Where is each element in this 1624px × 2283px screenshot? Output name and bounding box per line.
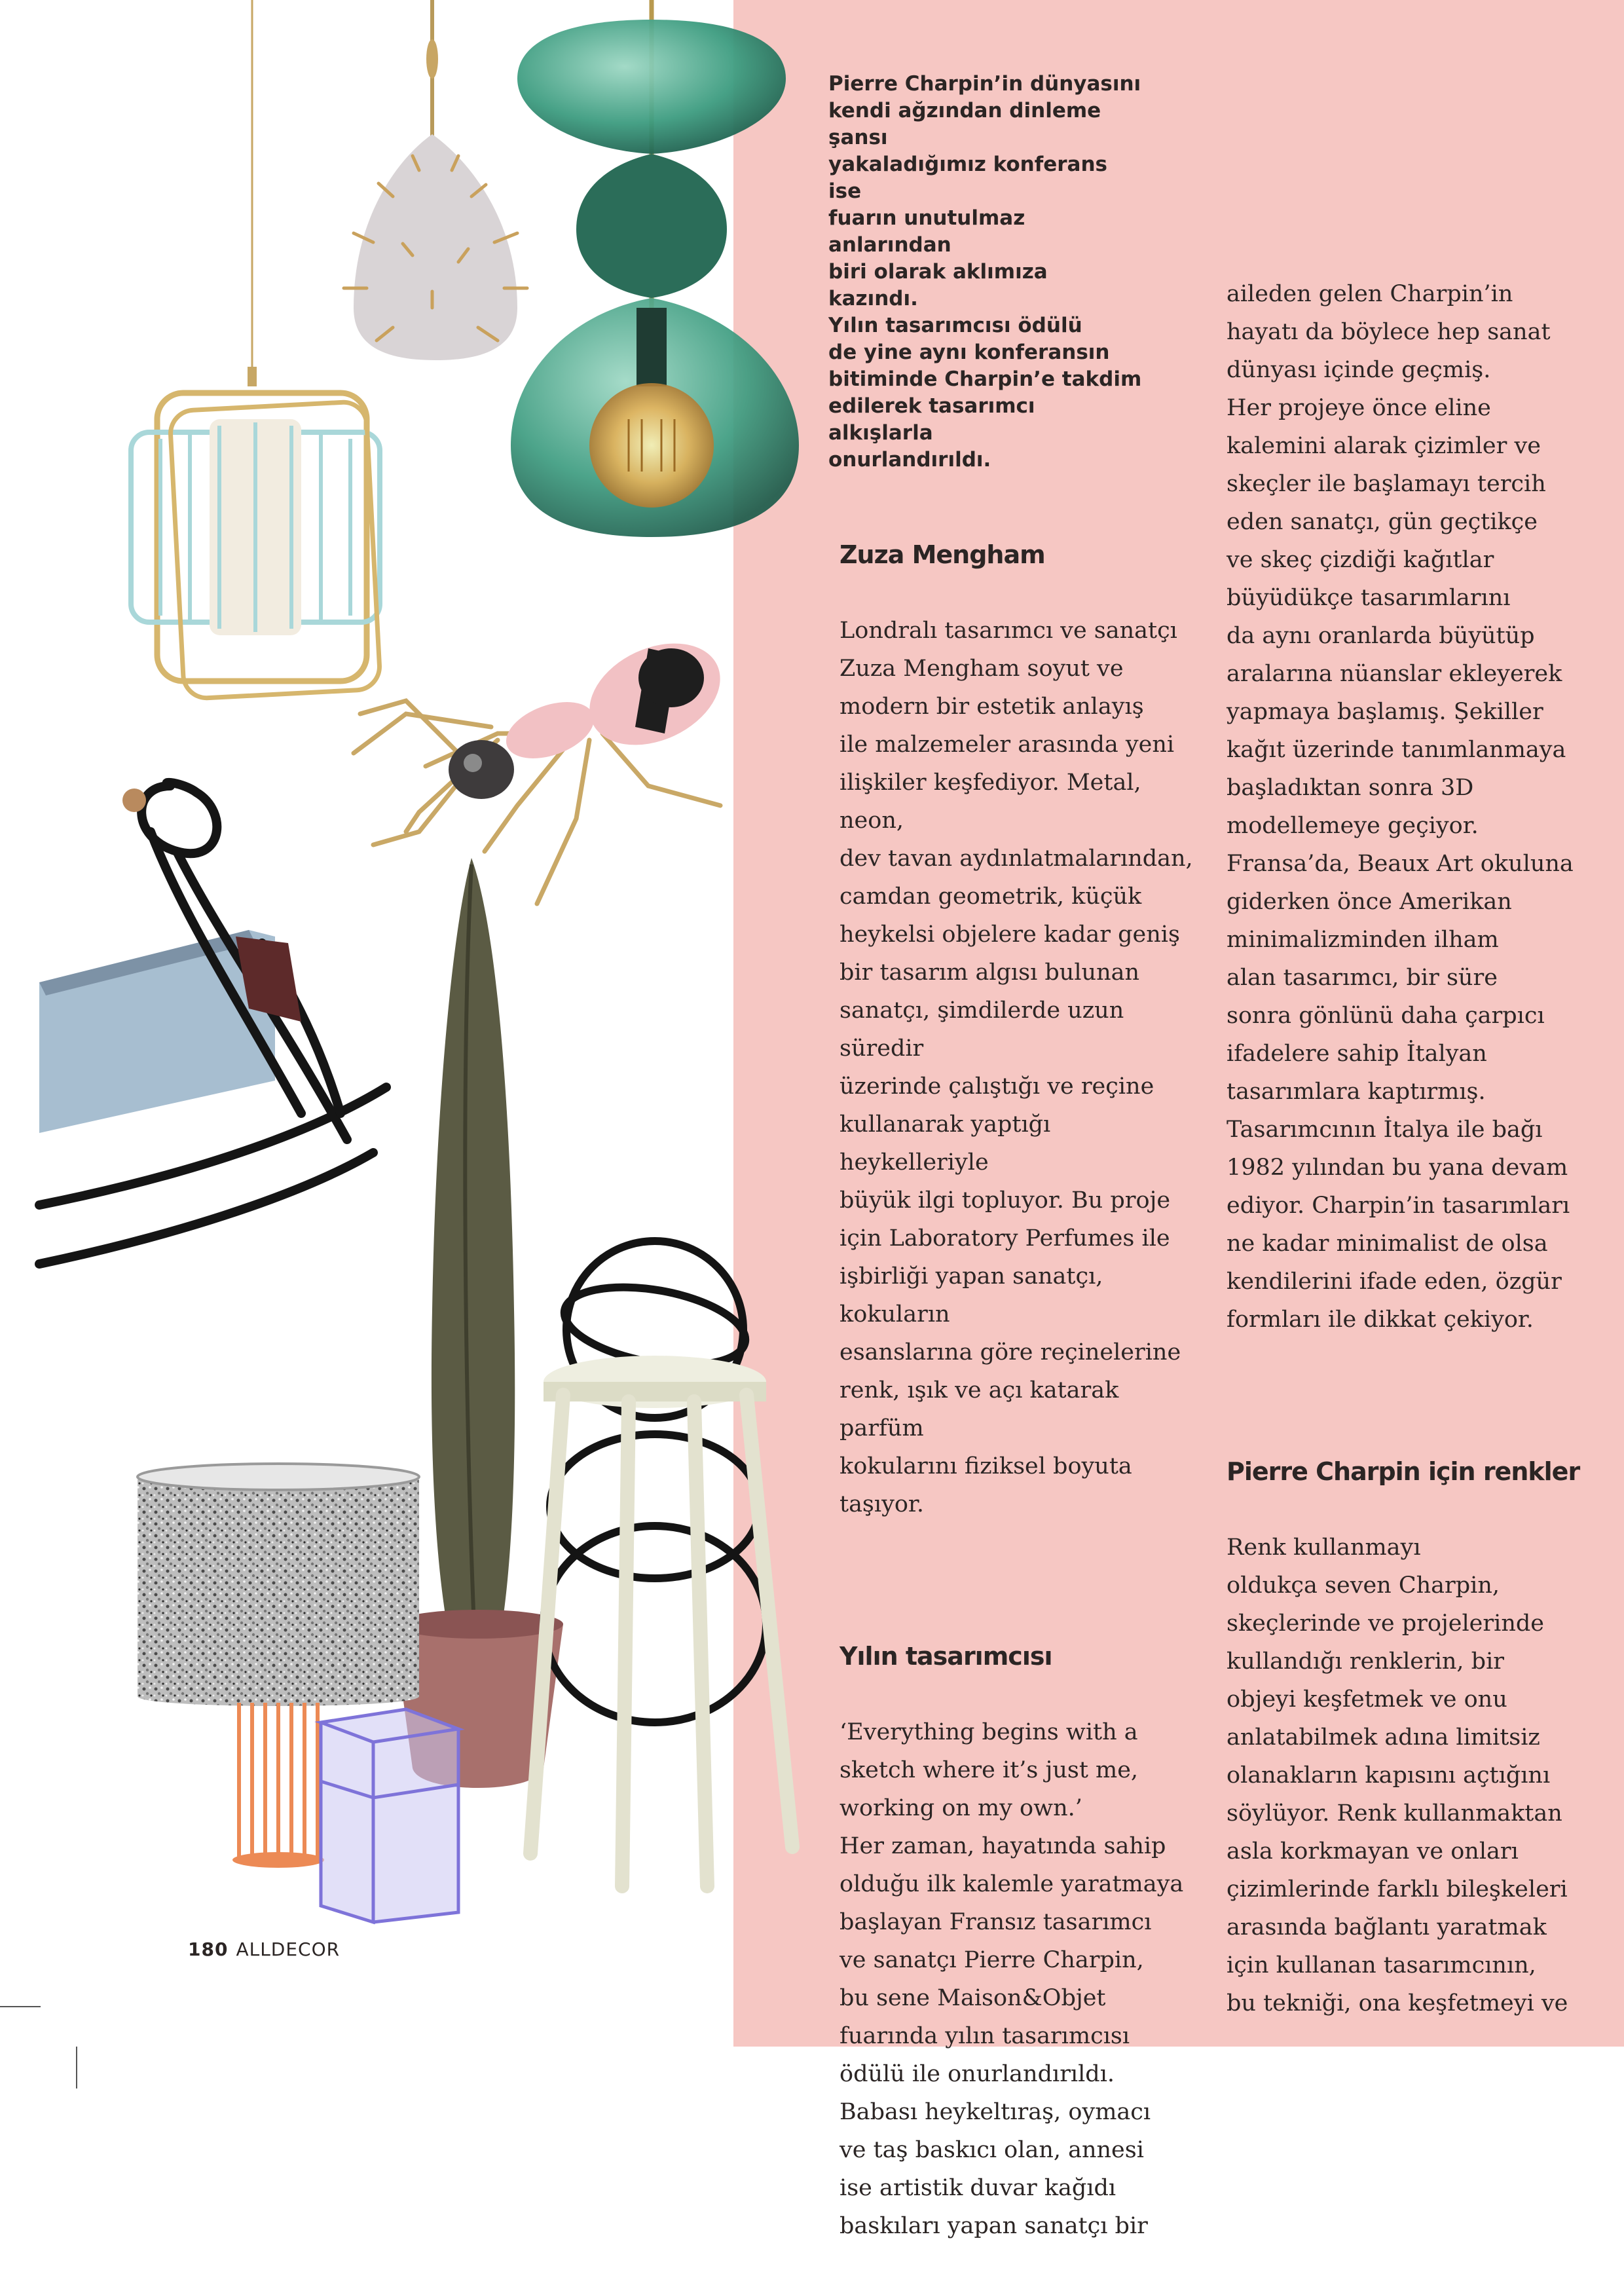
article-column-left [840,498,1206,2283]
article-column-right [1227,237,1593,2060]
heading-zuza-mengham: Zuza Mengham [840,540,1045,569]
paragraph-designer-of-the-year: ‘Everything begins with a sketch where it’s just me, working on my own.’ Her zaman, hayatında sahip olduğu ilk kalemle yaratmaya başlayan Fransız tasarımcı ve sanatçı Pierre Charpin, bu sene Maison&Objet fuarında yılın tasarımcısı ödülü ile onurlandırıldı. Babası heykeltıraş, oymacı ve taş baskıcı olan, annesi ise artistik duvar kağıdı baskıları yapan sanatçı bir [840,1719,1184,2239]
page-number: 180 [188,1939,229,1960]
bar-stool [530,1241,792,1886]
spiky-pendant-lamp [344,0,527,360]
intro-quote: Pierre Charpin’in dünyasını kendi ağzından dinleme şansı yakaladığımız konferans ise fuarın unutulmaz anlarından biri olarak aklımıza kazındı. Yılın tasarımcısı ödülü de yine aynı konferansın bitiminde Charpin’e takdim edilerek tasarımcı alkışlarla onurlandırıldı. [828,72,1142,472]
paragraph-charpin-background: aileden gelen Charpin’in hayatı da böylece hep sanat dünyası içinde geçmiş. Her projeye önce eline kalemini alarak çizimler ve skeçler ile başlamayı tercih eden sanatçı, gün geçtikçe ve skeç çizdiği kağıtlar büyüdükçe tasarımlarını da aynı oranlarda büyütüp aralarına nüanslar ekleyerek yapmaya başlamış. Şekiller kağıt üzerinde tanımlanmaya başladıktan sonra 3D modellemeye geçiyor. Fransa’da, Beaux Art okuluna giderken önce Amerikan minimalizminden ilham alan tasarımcı, bir süre sonra gönlünü daha çarpıcı ifadelere sahip İtalyan tasarımlara kaptırmış. Tasarımcının İtalya ile bağı 1982 yılından bu yana devam ediyor. Charpin’in tasarımları ne kadar minimalist de olsa kendilerini ifade eden, özgür formları ile dikkat çekiyor. [1227,281,1574,1333]
paragraph-gap [840,1561,1206,1599]
magazine-name: ALLDECOR [236,1939,341,1960]
ant-sculpture [354,623,737,904]
acrylic-box [321,1709,458,1922]
page-footer [188,1939,340,1960]
heading-charpin-colors: Pierre Charpin için renkler [1227,1457,1580,1486]
green-glass-pendant [511,0,799,537]
product-collage-illustration [0,0,812,1932]
crop-mark-horizontal [0,2006,41,2007]
crop-mark-vertical [76,2047,77,2088]
paragraph-gap [1227,1377,1593,1415]
cage-pendant-lamp [131,0,380,699]
paragraph-zuza-mengham: Londralı tasarımcı ve sanatçı Zuza Mengham soyut ve modern bir estetik anlayış ile malzemeler arasında yeni ilişkiler keşfediyor. Metal, neon, dev tavan aydınlatmalarından, camdan geometrik, küçük heykelsi objelere kadar geniş bir tasarım algısı bulunan sanatçı, şimdilerde uzun süredir üzerinde çalıştığı ve reçine kullanarak yaptığı heykelleriyle büyük ilgi topluyor. Bu proje için Laboratory Perfumes ile işbirliği yapan sanatçı, kokuların esanslarına göre reçinelerine renk, ışık ve açı katarak parfüm kokularını fiziksel boyuta taşıyor. [840,618,1193,1517]
paragraph-charpin-colors: Renk kullanmayı oldukça seven Charpin, skeçlerinde ve projelerinde kullandığı renklerin, bir objeyi keşfetmek ve onu anlatabilmek adına limitsiz olanakların kapısını açtığını söylüyor. Renk kullanmaktan asla korkmayan ve onları çizimlerinde farklı bileşkeleri arasında bağlantı yaratmak için kullanan tasarımcının, bu tekniği, ona keşfetmeyi ve [1227,1534,1568,2016]
heading-designer-of-the-year: Yılın tasarımcısı [840,1642,1052,1671]
product-collage [0,0,812,1932]
rocking-chair [39,783,386,1264]
